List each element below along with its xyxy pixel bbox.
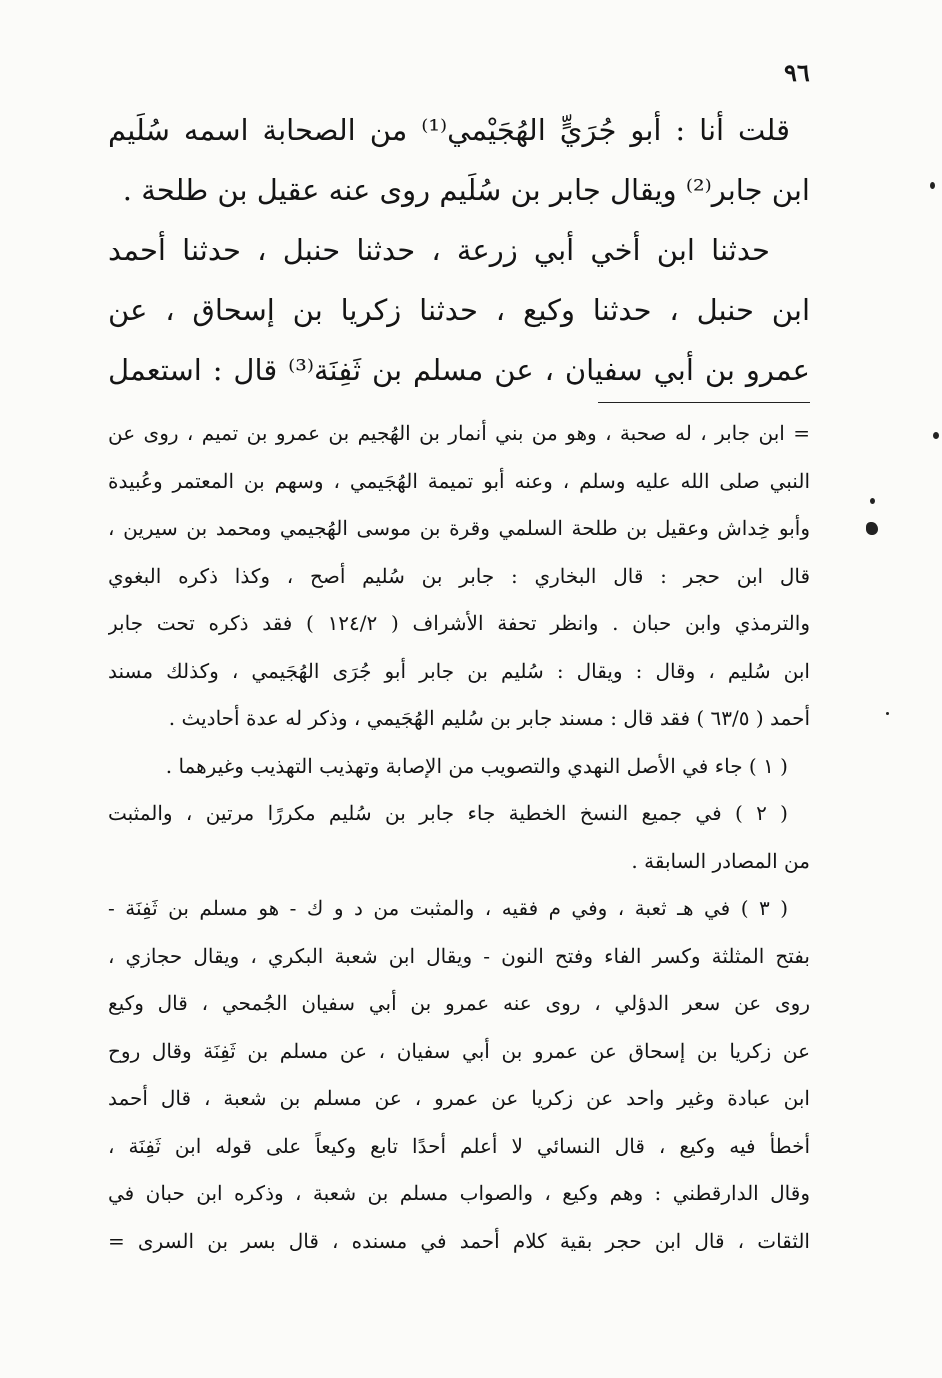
footnote-line: من المصادر السابقة . xyxy=(631,848,810,873)
footnote-line: النبي صلى الله عليه وسلم ، وعنه أبو تميمة الهُجَيمي ، وسهم بن المعتمر وعُبيدة xyxy=(108,468,810,493)
footnote-line: الثقات ، قال ابن حجر بقية كلام أحمد في مسنده ، قال بسر بن السرى = xyxy=(108,1228,810,1253)
footnote-line: وأبو خِداش وعقيل بن طلحة السلمي وقرة بن موسى الهُجيمي ومحمد بن سيرين ، xyxy=(108,516,810,540)
scan-speck xyxy=(930,182,935,189)
main-text-line: عمرو بن أبي سفيان ، عن مسلم بن ثَفِنَة⁽³⁾ قال : استعمل xyxy=(108,353,810,387)
main-text-line: حدثنا ابن أخي أبي زرعة ، حدثنا حنبل ، حدثنا أحمد xyxy=(108,233,770,267)
footnote-separator xyxy=(598,402,810,403)
footnote-line: ( ١ ) جاء في الأصل النهدي والتصويب من الإصابة وتهذيب التهذيب وغيرهما . xyxy=(165,753,788,778)
footnote-line: روى عن سعر الدؤلي ، روى عنه عمرو بن أبي سفيان الجُمحي ، قال وكيع xyxy=(108,991,810,1015)
scan-speck xyxy=(933,432,939,439)
footnote-line: عن زكريا بن إسحاق عن عمرو بن أبي سفيان ، عن مسلم بن ثَفِنَة وقال روح xyxy=(108,1038,810,1063)
scan-speck xyxy=(886,712,889,715)
footnote-line: قال ابن حجر : قال البخاري : جابر بن سُليم أصح ، وكذا ذكره البغوي xyxy=(108,563,810,588)
main-text-line: ابن حنبل ، حدثنا وكيع ، حدثنا زكريا بن إسحاق ، عن xyxy=(108,293,810,327)
footnote-line: ابن عبادة وغير واحد عن زكريا عن عمرو ، عن مسلم بن شعبة ، قال أحمد xyxy=(108,1086,810,1110)
footnote-line: = ابن جابر ، له صحبة ، وهو من بني أنمار بن الهُجيم بن عمرو بن تميم ، روى عن xyxy=(108,421,810,445)
footnote-line: وقال الدارقطني : وهم وكيع ، والصواب مسلم بن شعبة ، وذكره ابن حبان في xyxy=(108,1181,810,1205)
main-text-line: ابن جابر⁽²⁾ ويقال جابر بن سُلَيم روى عنه عقيل بن طلحة . xyxy=(122,173,810,207)
footnote-line: بفتح المثلثة وكسر الفاء وفتح النون - ويقال ابن شعبة البكري ، ويقال حجازي ، xyxy=(108,943,810,968)
page-number: ٩٦ xyxy=(784,58,810,87)
footnote-line: أخطأ فيه وكيع ، قال النسائي لا أعلم أحدًا تابع وكيعاً على قوله ابن ثَفِنَة ، xyxy=(108,1133,810,1158)
footnote-line: ( ٢ ) في جميع النسخ الخطية جاء جابر بن سُليم مكررًا مرتين ، والمثبت xyxy=(108,801,788,825)
scan-speck xyxy=(870,498,875,504)
footnote-line: أحمد ( ٦٣/٥ ) فقد قال : مسند جابر بن سُليم الهُجَيمي ، وذكر له عدة أحاديث . xyxy=(168,706,810,730)
main-text xyxy=(108,100,810,400)
footnotes xyxy=(108,410,810,1265)
footnote-line: ابن سُليم ، وقال : ويقال : سُليم بن جابر أبو جُرَى الهُجَيمي ، وكذلك مسند xyxy=(108,658,810,683)
footnote-line: والترمذي وابن حبان . وانظر تحفة الأشراف ( ١٢٤/٢ ) فقد ذكره تحت جابر xyxy=(108,611,810,635)
footnote-line: ( ٣ ) في هـ ثعبة ، وفي م فقيه ، والمثبت من د و ك - هو مسلم بن ثَفِنَة - xyxy=(108,896,789,920)
main-text-line: قلت أنا : أبو جُرَيٍّ الهُجَيْمي⁽¹⁾ من الصحابة اسمه سُلَيم xyxy=(108,113,790,147)
scan-speck xyxy=(866,522,878,535)
